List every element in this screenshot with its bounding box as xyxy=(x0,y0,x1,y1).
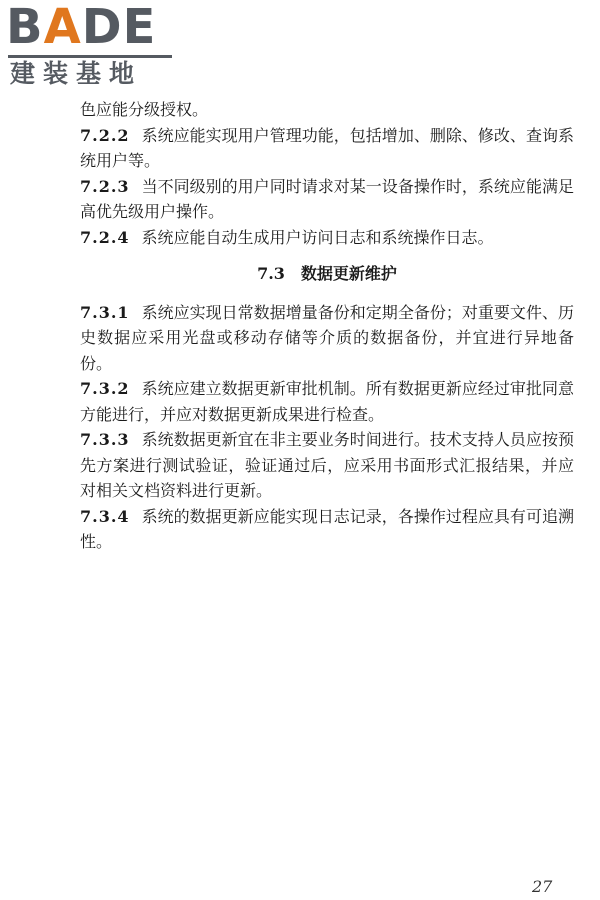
document-body xyxy=(80,97,574,555)
clause-7-3-4 xyxy=(80,504,574,555)
bade-logo xyxy=(6,2,176,88)
clause-7-3-3 xyxy=(80,427,574,504)
clause-number: 7.3.4 xyxy=(80,506,130,526)
clause-text: 系统应实现日常数据增量备份和定期全备份；对重要文件、历史数据应采用光盘或移动存储等介质的数据备份，并宜进行异地备份。 xyxy=(80,302,574,373)
page-number: 27 xyxy=(532,877,553,896)
clause-7-2-2 xyxy=(80,123,574,174)
paragraph-continuation: 色应能分级授权。 xyxy=(80,100,209,119)
clause-number: 7.2.2 xyxy=(80,125,130,145)
section-heading-7-3 xyxy=(80,250,574,300)
clause-text: 系统的数据更新应能实现日志记录，各操作过程应具有可追溯性。 xyxy=(80,506,574,551)
logo-wordmark xyxy=(6,0,157,55)
clause-number: 7.3.2 xyxy=(80,379,130,398)
section-title: 数据更新维护 xyxy=(300,264,397,283)
logo-letters-de: DE xyxy=(81,0,157,55)
logo-chinese-name: 建装基地 xyxy=(10,59,143,88)
clause-text: 系统应建立数据更新审批机制。所有数据更新应经过审批同意方能进行，并应对数据更新成果进行检查。 xyxy=(80,379,574,424)
logo-letter-a: A xyxy=(43,0,82,55)
clause-7-3-1 xyxy=(80,300,574,377)
clause-number: 7.2.3 xyxy=(80,176,130,196)
clause-7-2-3 xyxy=(80,174,574,225)
clause-text: 系统数据更新宜在非主要业务时间进行。技术支持人员应按预先方案进行测试验证，验证通过后，应采用书面形式汇报结果，并应对相关文档资料进行更新。 xyxy=(80,430,574,500)
logo-divider xyxy=(8,55,172,58)
clause-number: 7.2.4 xyxy=(80,227,130,247)
logo-letter-b: B xyxy=(6,0,44,55)
clause-text: 系统应能自动生成用户访问日志和系统操作日志。 xyxy=(141,227,494,247)
clause-text: 当不同级别的用户同时请求对某一设备操作时，系统应能满足高优先级用户操作。 xyxy=(80,176,574,221)
clause-7-2-4 xyxy=(80,225,574,251)
clause-7-3-2 xyxy=(80,376,574,427)
clause-text: 系统应能实现用户管理功能，包括增加、删除、修改、查询系统用户等。 xyxy=(80,125,574,170)
section-number: 7.3 xyxy=(257,264,285,283)
clause-number: 7.3.1 xyxy=(80,302,130,322)
clause-number: 7.3.3 xyxy=(80,430,130,449)
